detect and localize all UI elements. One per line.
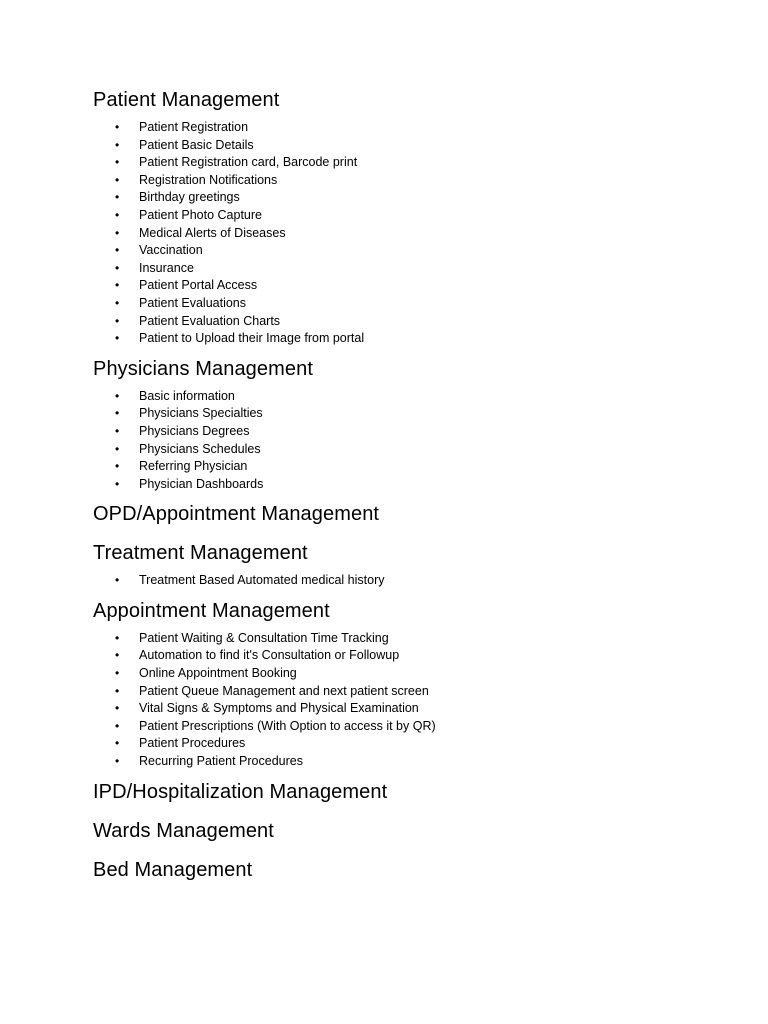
list-item [93, 137, 713, 155]
list-item-text: Patient Photo Capture [139, 207, 262, 222]
list-item-text: Patient Evaluation Charts [139, 313, 281, 328]
bullet-list [93, 119, 713, 348]
list-item [93, 753, 713, 771]
list-item-text: Patient Prescriptions (With Option to access it by QR) [139, 718, 436, 733]
bullet-list [93, 572, 713, 590]
bullet-icon: • [115, 441, 120, 456]
bullet-list [93, 630, 713, 771]
bullet-icon: • [115, 630, 120, 645]
section-heading: Treatment Management [93, 542, 308, 565]
list-item [93, 647, 713, 665]
list-item-text: Patient Procedures [139, 736, 246, 751]
list-item [93, 665, 713, 683]
bullet-icon: • [115, 225, 120, 240]
list-item [93, 388, 713, 406]
section-heading: Patient Management [93, 89, 280, 111]
bullet-icon: • [115, 573, 120, 588]
bullet-icon: • [115, 648, 120, 663]
list-item [93, 295, 713, 313]
list-item-text: Vaccination [139, 243, 203, 258]
list-item [93, 119, 713, 137]
bullet-icon: • [115, 476, 120, 491]
list-item-text: Insurance [139, 260, 194, 275]
list-item-text: Physician Dashboards [139, 476, 264, 491]
list-item [93, 700, 713, 718]
section [93, 778, 713, 806]
list-item-text: Patient Basic Details [139, 137, 254, 152]
bullet-icon: • [115, 190, 120, 205]
list-item-text: Patient Portal Access [139, 278, 258, 293]
bullet-icon: • [115, 736, 120, 751]
list-item [93, 242, 713, 260]
list-item-text: Physicians Degrees [139, 423, 250, 438]
bullet-icon: • [115, 701, 120, 716]
list-item-text: Patient Waiting & Consultation Time Tracking [139, 630, 389, 645]
document-page [93, 86, 713, 895]
list-item-text: Referring Physician [139, 459, 248, 474]
list-item-text: Basic information [139, 388, 235, 403]
list-item-text: Online Appointment Booking [139, 666, 297, 681]
list-item [93, 172, 713, 190]
section-heading: Bed Management [93, 858, 253, 881]
section-heading: OPD/Appointment Management [93, 503, 380, 526]
section [93, 817, 713, 845]
list-item [93, 405, 713, 423]
section-heading: IPD/Hospitalization Management [93, 780, 388, 803]
section [93, 539, 713, 590]
list-item [93, 458, 713, 476]
bullet-icon: • [115, 388, 120, 403]
list-item [93, 735, 713, 753]
section [93, 355, 713, 494]
bullet-icon: • [115, 120, 120, 134]
list-item [93, 313, 713, 331]
section-heading: Wards Management [93, 819, 274, 842]
list-item-text: Patient Queue Management and next patient screen [139, 683, 429, 698]
list-item [93, 423, 713, 441]
bullet-icon: • [115, 423, 120, 438]
bullet-icon: • [115, 406, 120, 421]
bullet-icon: • [115, 295, 120, 310]
list-item-text: Physicians Specialties [139, 406, 263, 421]
list-item-text: Treatment Based Automated medical history [139, 573, 385, 588]
bullet-icon: • [115, 754, 120, 769]
list-item [93, 189, 713, 207]
list-item [93, 277, 713, 295]
bullet-icon: • [115, 718, 120, 733]
bullet-icon: • [115, 172, 120, 187]
list-item [93, 718, 713, 736]
bullet-icon: • [115, 666, 120, 681]
list-item-text: Birthday greetings [139, 190, 240, 205]
bullet-icon: • [115, 278, 120, 293]
list-item [93, 260, 713, 278]
list-item [93, 225, 713, 243]
list-item [93, 683, 713, 701]
bullet-icon: • [115, 155, 120, 170]
bullet-icon: • [115, 683, 120, 698]
list-item-text: Patient Registration card, Barcode print [139, 155, 358, 170]
section [93, 86, 713, 348]
bullet-icon: • [115, 260, 120, 275]
bullet-icon: • [115, 331, 120, 346]
list-item [93, 154, 713, 172]
list-item [93, 441, 713, 459]
list-item-text: Medical Alerts of Diseases [139, 225, 286, 240]
list-item-text: Automation to find it's Consultation or Followup [139, 648, 400, 663]
bullet-icon: • [115, 207, 120, 222]
section [93, 597, 713, 771]
list-item-text: Patient Registration [139, 120, 249, 134]
list-item-text: Patient to Upload their Image from portal [139, 331, 365, 346]
section [93, 856, 713, 884]
bullet-list [93, 388, 713, 494]
list-item [93, 476, 713, 494]
list-item-text: Registration Notifications [139, 172, 278, 187]
list-item-text: Recurring Patient Procedures [139, 754, 303, 769]
section [93, 500, 713, 528]
bullet-icon: • [115, 459, 120, 474]
list-item-text: Physicians Schedules [139, 441, 261, 456]
list-item [93, 572, 713, 590]
list-item-text: Vital Signs & Symptoms and Physical Examination [139, 701, 419, 716]
list-item-text: Patient Evaluations [139, 295, 247, 310]
list-item [93, 630, 713, 648]
bullet-icon: • [115, 313, 120, 328]
section-heading: Appointment Management [93, 599, 330, 622]
bullet-icon: • [115, 243, 120, 258]
section-heading: Physicians Management [93, 357, 313, 380]
list-item [93, 330, 713, 348]
list-item [93, 207, 713, 225]
bullet-icon: • [115, 137, 120, 152]
